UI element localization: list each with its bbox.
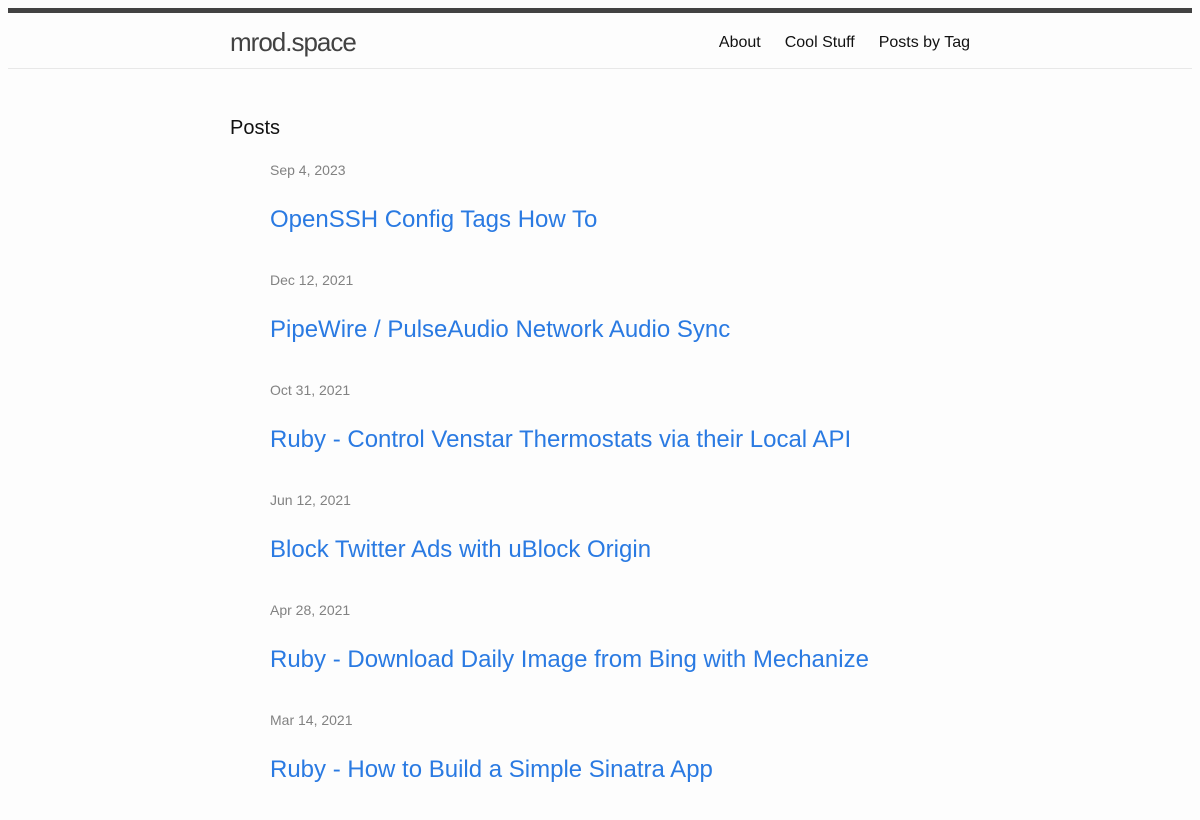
nav-link-about[interactable]: About: [718, 34, 761, 51]
site-title-link[interactable]: mrod.space: [230, 27, 356, 57]
post-date: Dec 12, 2021: [270, 272, 354, 288]
post-date: Oct 31, 2021: [270, 382, 351, 398]
site-header: [8, 8, 1192, 69]
post-title-link[interactable]: PipeWire / PulseAudio Network Audio Sync: [270, 316, 731, 343]
post-date: Apr 28, 2021: [270, 602, 351, 618]
post-date: Sep 4, 2023: [270, 162, 346, 178]
post-title-link[interactable]: OpenSSH Config Tags How To: [270, 206, 598, 233]
post-date: Mar 14, 2021: [270, 712, 353, 728]
nav-link-cool-stuff[interactable]: Cool Stuff: [784, 34, 855, 51]
post-title-link[interactable]: Ruby - Download Daily Image from Bing with Mechanize: [270, 646, 869, 673]
site-nav: [719, 31, 970, 55]
post-date: Jun 12, 2021: [270, 492, 351, 508]
post-title-link[interactable]: Ruby - Control Venstar Thermostats via their Local API: [270, 426, 852, 453]
post-title-link[interactable]: Ruby - How to Build a Simple Sinatra App: [270, 756, 713, 783]
post-title-link[interactable]: Block Twitter Ads with uBlock Origin: [270, 536, 652, 563]
posts-heading: Posts: [230, 117, 281, 139]
nav-link-posts-by-tag[interactable]: Posts by Tag: [878, 34, 970, 51]
